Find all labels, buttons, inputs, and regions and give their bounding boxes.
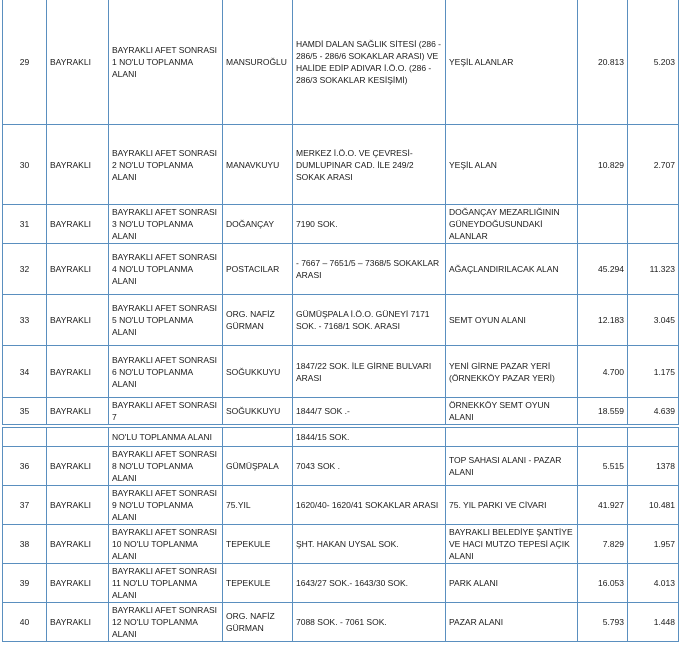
- area-type-cell: PAZAR ALANI: [446, 603, 578, 642]
- neighborhood-cell: ORG. NAFİZ GÜRMAN: [223, 295, 293, 346]
- capacity-cell: 1.957: [628, 525, 679, 564]
- area-size-cell: 16.053: [578, 564, 628, 603]
- area-name-cell: BAYRAKLI AFET SONRASI 7: [109, 398, 223, 425]
- district-cell: BAYRAKLI: [47, 525, 109, 564]
- district-cell: BAYRAKLI: [47, 0, 109, 125]
- capacity-cell: 10.481: [628, 486, 679, 525]
- area-name-cell: BAYRAKLI AFET SONRASI 8 NO'LU TOPLANMA ALANI: [109, 447, 223, 486]
- area-type-cell: [446, 428, 578, 447]
- neighborhood-cell: 75.YIL: [223, 486, 293, 525]
- area-size-cell: 4.700: [578, 346, 628, 398]
- neighborhood-cell: MANSUROĞLU: [223, 0, 293, 125]
- area-type-cell: SEMT OYUN ALANI: [446, 295, 578, 346]
- area-type-cell: YEŞİL ALANLAR: [446, 0, 578, 125]
- area-size-cell: 10.829: [578, 125, 628, 205]
- row-number: 40: [3, 603, 47, 642]
- capacity-cell: 1.175: [628, 346, 679, 398]
- area-type-cell: PARK ALANI: [446, 564, 578, 603]
- neighborhood-cell: [223, 428, 293, 447]
- area-name-cell: BAYRAKLI AFET SONRASI 2 NO'LU TOPLANMA ALANI: [109, 125, 223, 205]
- table-row: [3, 295, 679, 346]
- area-name-cell: BAYRAKLI AFET SONRASI 6 NO'LU TOPLANMA ALANI: [109, 346, 223, 398]
- address-cell: 1620/40- 1620/41 SOKAKLAR ARASI: [293, 486, 446, 525]
- area-name-cell: BAYRAKLI AFET SONRASI 1 NO'LU TOPLANMA ALANI: [109, 0, 223, 125]
- table-row: [3, 205, 679, 244]
- district-cell: BAYRAKLI: [47, 244, 109, 295]
- neighborhood-cell: SOĞUKKUYU: [223, 346, 293, 398]
- neighborhood-cell: TEPEKULE: [223, 564, 293, 603]
- address-cell: 7088 SOK. - 7061 SOK.: [293, 603, 446, 642]
- area-name-cell: BAYRAKLI AFET SONRASI 11 NO'LU TOPLANMA ALANI: [109, 564, 223, 603]
- address-cell: 1643/27 SOK.- 1643/30 SOK.: [293, 564, 446, 603]
- area-size-cell: 18.559: [578, 398, 628, 425]
- area-type-cell: BAYRAKLI BELEDİYE ŞANTİYE VE HACI MUTZO TEPESİ AÇIK ALANI: [446, 525, 578, 564]
- neighborhood-cell: MANAVKUYU: [223, 125, 293, 205]
- table-row: [3, 603, 679, 642]
- address-cell: 7190 SOK.: [293, 205, 446, 244]
- area-name-cell: BAYRAKLI AFET SONRASI 10 NO'LU TOPLANMA ALANI: [109, 525, 223, 564]
- area-size-cell: 5.515: [578, 447, 628, 486]
- district-cell: BAYRAKLI: [47, 295, 109, 346]
- area-type-cell: YENİ GİRNE PAZAR YERİ (ÖRNEKKÖY PAZAR YERİ): [446, 346, 578, 398]
- address-cell: ŞHT. HAKAN UYSAL SOK.: [293, 525, 446, 564]
- area-size-cell: 5.793: [578, 603, 628, 642]
- table-row: [3, 447, 679, 486]
- row-number: [3, 428, 47, 447]
- table-row: [3, 125, 679, 205]
- area-name-cell: BAYRAKLI AFET SONRASI 12 NO'LU TOPLANMA ALANI: [109, 603, 223, 642]
- neighborhood-cell: DOĞANÇAY: [223, 205, 293, 244]
- area-name-cell: BAYRAKLI AFET SONRASI 3 NO'LU TOPLANMA ALANI: [109, 205, 223, 244]
- table-row: [3, 564, 679, 603]
- table-row: [3, 428, 679, 447]
- capacity-cell: 4.013: [628, 564, 679, 603]
- district-cell: BAYRAKLI: [47, 125, 109, 205]
- row-number: 30: [3, 125, 47, 205]
- address-cell: GÜMÜŞPALA İ.Ö.O. GÜNEYİ 7171 SOK. - 7168/1 SOK. ARASI: [293, 295, 446, 346]
- neighborhood-cell: TEPEKULE: [223, 525, 293, 564]
- neighborhood-cell: POSTACILAR: [223, 244, 293, 295]
- table-row: [3, 525, 679, 564]
- table-row: [3, 0, 679, 125]
- row-number: 39: [3, 564, 47, 603]
- district-cell: BAYRAKLI: [47, 447, 109, 486]
- row-number: 36: [3, 447, 47, 486]
- area-size-cell: 41.927: [578, 486, 628, 525]
- district-cell: BAYRAKLI: [47, 564, 109, 603]
- district-cell: BAYRAKLI: [47, 398, 109, 425]
- district-cell: BAYRAKLI: [47, 603, 109, 642]
- area-type-cell: 75. YIL PARKI VE CİVARI: [446, 486, 578, 525]
- row-number: 33: [3, 295, 47, 346]
- address-cell: 1844/15 SOK.: [293, 428, 446, 447]
- area-size-cell: 12.183: [578, 295, 628, 346]
- row-number: 38: [3, 525, 47, 564]
- neighborhood-cell: ORG. NAFİZ GÜRMAN: [223, 603, 293, 642]
- address-cell: MERKEZ İ.Ö.O. VE ÇEVRESİ-DUMLUPINAR CAD. İLE 249/2 SOKAK ARASI: [293, 125, 446, 205]
- district-cell: [47, 428, 109, 447]
- neighborhood-cell: GÜMÜŞPALA: [223, 447, 293, 486]
- area-name-cell: BAYRAKLI AFET SONRASI 4 NO'LU TOPLANMA ALANI: [109, 244, 223, 295]
- area-name-cell: BAYRAKLI AFET SONRASI 5 NO'LU TOPLANMA ALANI: [109, 295, 223, 346]
- area-type-cell: TOP SAHASI ALANI - PAZAR ALANI: [446, 447, 578, 486]
- district-cell: BAYRAKLI: [47, 486, 109, 525]
- assembly-areas-table-part-1: [2, 0, 679, 425]
- table-row: [3, 244, 679, 295]
- row-number: 31: [3, 205, 47, 244]
- area-type-cell: DOĞANÇAY MEZARLIĞININ GÜNEYDOĞUSUNDAKİ ALANLAR: [446, 205, 578, 244]
- address-cell: HAMDİ DALAN SAĞLIK SİTESİ (286 - 286/5 - 286/6 SOKAKLAR ARASI) VE HALİDE EDİP ADIVAR İ.Ö.O. (286 - 286/3 SOKAKLAR KESİŞİMİ): [293, 0, 446, 125]
- capacity-cell: 2.707: [628, 125, 679, 205]
- row-number: 32: [3, 244, 47, 295]
- area-type-cell: AĞAÇLANDIRILACAK ALAN: [446, 244, 578, 295]
- table-row: [3, 486, 679, 525]
- address-cell: - 7667 – 7651/5 – 7368/5 SOKAKLAR ARASI: [293, 244, 446, 295]
- area-name-cell: BAYRAKLI AFET SONRASI 9 NO'LU TOPLANMA ALANI: [109, 486, 223, 525]
- row-number: 37: [3, 486, 47, 525]
- row-number: 34: [3, 346, 47, 398]
- area-size-cell: [578, 428, 628, 447]
- area-size-cell: 45.294: [578, 244, 628, 295]
- row-number: 35: [3, 398, 47, 425]
- area-size-cell: 20.813: [578, 0, 628, 125]
- area-type-cell: YEŞİL ALAN: [446, 125, 578, 205]
- area-type-cell: ÖRNEKKÖY SEMT OYUN ALANI: [446, 398, 578, 425]
- district-cell: BAYRAKLI: [47, 205, 109, 244]
- address-cell: 1844/7 SOK .-: [293, 398, 446, 425]
- capacity-cell: [628, 205, 679, 244]
- capacity-cell: 1.448: [628, 603, 679, 642]
- table-row: [3, 346, 679, 398]
- area-name-cell: NO'LU TOPLANMA ALANI: [109, 428, 223, 447]
- address-cell: 1847/22 SOK. İLE GİRNE BULVARI ARASI: [293, 346, 446, 398]
- capacity-cell: 4.639: [628, 398, 679, 425]
- table-row: [3, 398, 679, 425]
- neighborhood-cell: SOĞUKKUYU: [223, 398, 293, 425]
- row-number: 29: [3, 0, 47, 125]
- area-size-cell: [578, 205, 628, 244]
- capacity-cell: [628, 428, 679, 447]
- area-size-cell: 7.829: [578, 525, 628, 564]
- district-cell: BAYRAKLI: [47, 346, 109, 398]
- capacity-cell: 11.323: [628, 244, 679, 295]
- assembly-areas-table-part-2: [2, 427, 679, 642]
- address-cell: 7043 SOK .: [293, 447, 446, 486]
- capacity-cell: 3.045: [628, 295, 679, 346]
- capacity-cell: 1378: [628, 447, 679, 486]
- capacity-cell: 5.203: [628, 0, 679, 125]
